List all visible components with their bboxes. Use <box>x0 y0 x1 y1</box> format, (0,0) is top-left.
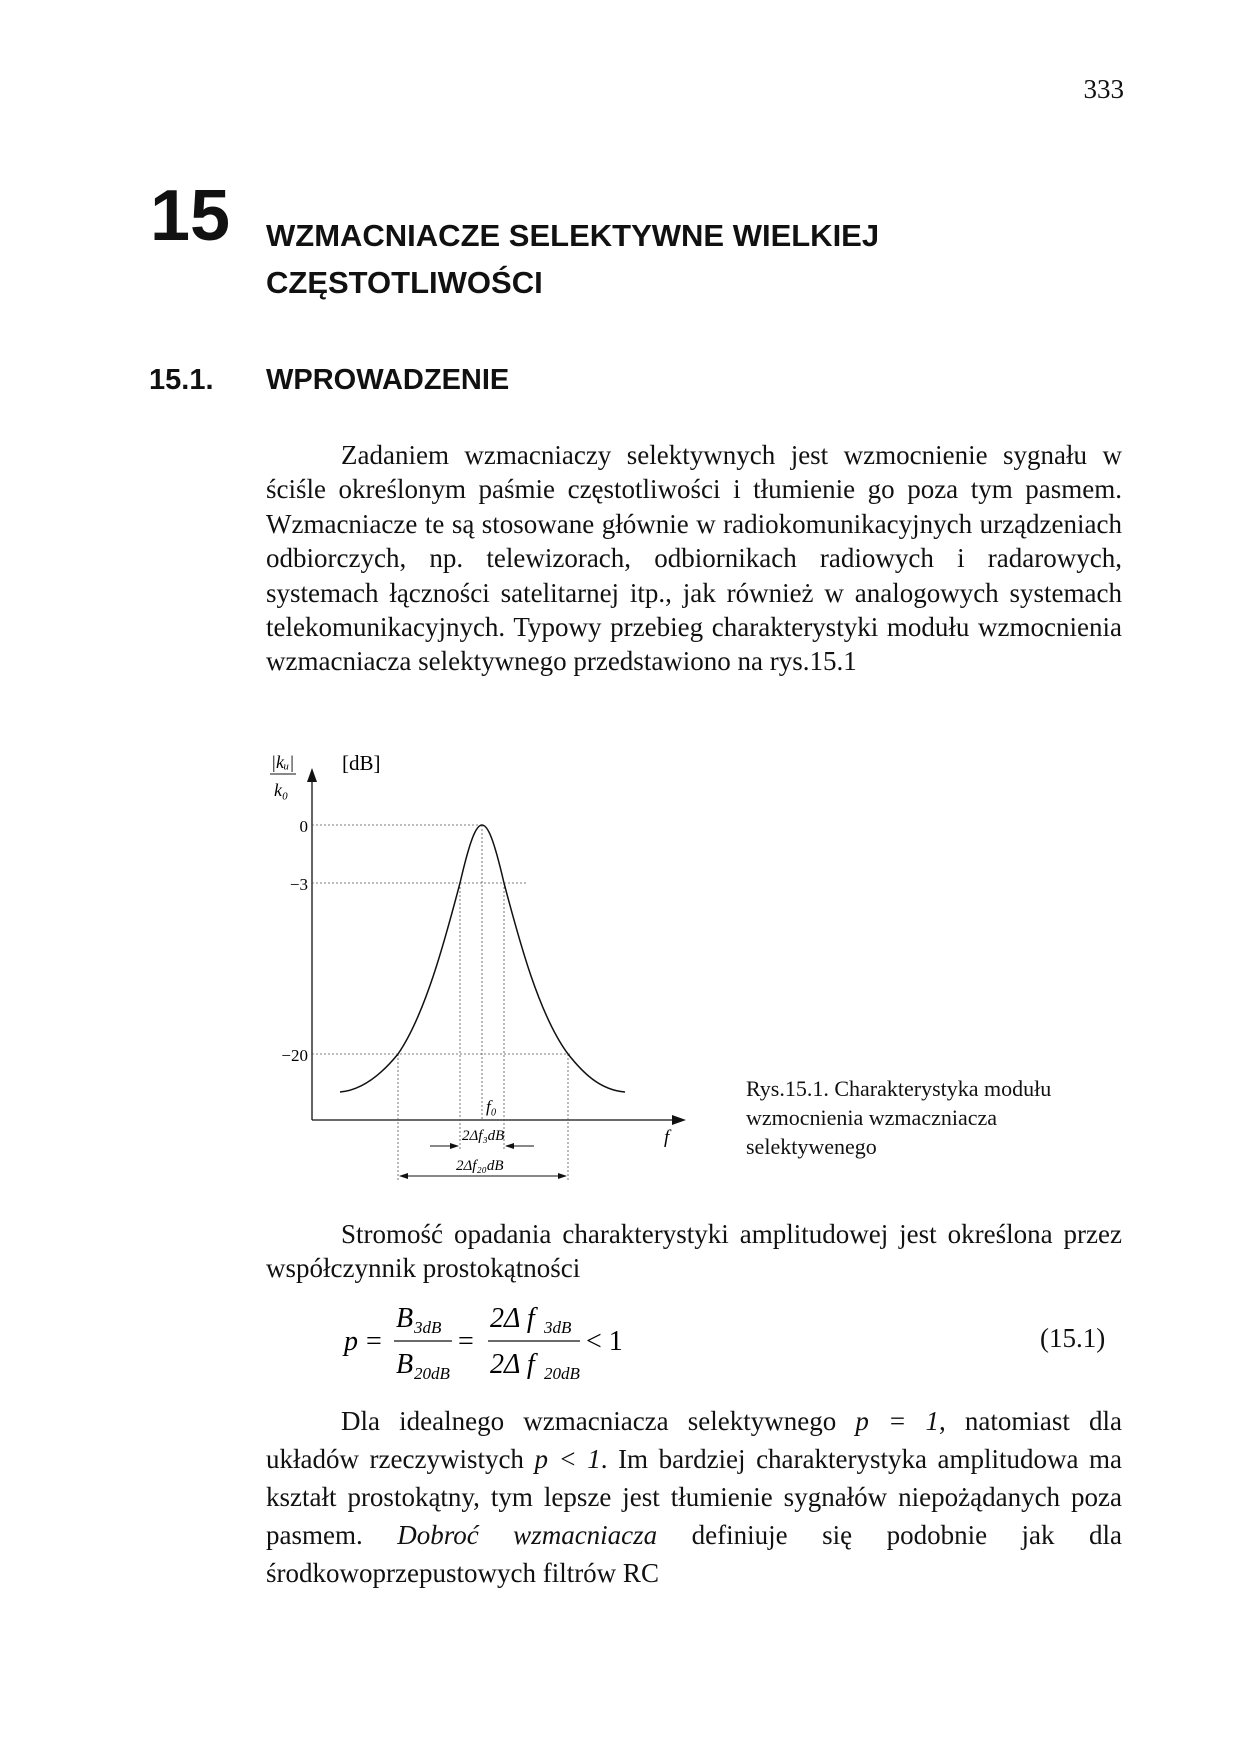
inline-eq-p-less-1: p < 1 <box>534 1444 601 1474</box>
formula-equals-2: = <box>458 1326 474 1357</box>
y-unit-label: [dB] <box>342 751 381 775</box>
tick-minus3: −3 <box>289 875 308 894</box>
formula-den1-sub: 20dB <box>414 1364 450 1383</box>
formula-num2: 2Δ f <box>490 1303 535 1334</box>
x-axis-label: f <box>664 1127 670 1148</box>
chapter-number: 15 <box>150 176 231 256</box>
term-dobroc-wzmacniacza: Dobroć wzmacniacza <box>397 1520 658 1550</box>
bw3-label: 2Δf₃dB <box>462 1128 505 1144</box>
tick-0: 0 <box>299 817 308 836</box>
paragraph-ideal <box>266 1402 1122 1592</box>
page-number: 333 <box>1083 74 1124 104</box>
tick-minus20: −20 <box>281 1046 308 1065</box>
paragraph-ideal-part1: Dla idealnego wzmacniacza selektywnego <box>341 1406 856 1436</box>
inline-eq-p-equals-1: p = 1 <box>855 1406 939 1436</box>
paragraph-steepness: Stromość opadania charakterystyki amplitudowej jest określona przez współczynnik prostokątności <box>266 1219 1122 1284</box>
paragraph-ideal-part3: . Im bardziej charakterystyka amplitudowa ma kształt prostokątny, tym lepsze jest tłumienie sygnałów niepożądanych poza pasmem. <box>266 1444 1123 1550</box>
bw20-label: 2Δf₂₀dB <box>456 1158 504 1174</box>
formula-equals-1: = <box>366 1326 382 1357</box>
chapter-title-line2: CZĘSTOTLIWOŚCI <box>266 265 543 300</box>
formula-lhs: p <box>344 1326 358 1357</box>
paragraph-ideal-part2: , natomiast dla układów rzeczywistych <box>266 1406 1122 1474</box>
figure-gain-characteristic <box>260 740 720 1190</box>
x-axis-arrow <box>672 1115 686 1125</box>
figure-caption: Rys.15.1. Charakterystyka modułu wzmocnienia wzmaczniacza selektywenego <box>746 1076 1052 1159</box>
bw3-arrowhead-left <box>450 1143 459 1149</box>
formula-rhs: < 1 <box>586 1326 623 1357</box>
chapter-title <box>266 212 1086 306</box>
formula-num2-sub: 3dB <box>544 1318 572 1337</box>
bw3-arrowhead-right <box>505 1143 514 1149</box>
formula-den1: B <box>396 1349 414 1380</box>
y-label-denominator: k₀ <box>274 780 289 800</box>
bw20-arrowhead-left <box>399 1173 408 1179</box>
formula-num1: B <box>396 1303 414 1334</box>
formula-den2: 2Δ f <box>490 1349 535 1380</box>
y-label-numerator: |kᵤ| <box>271 752 295 772</box>
formula-num1-sub: 3dB <box>414 1318 442 1337</box>
formula-den2-sub: 20dB <box>544 1364 580 1383</box>
section-title: WPROWADZENIE <box>266 364 510 396</box>
f0-label: f₀ <box>486 1097 497 1116</box>
formula-15-1 <box>340 1297 680 1383</box>
y-axis-arrow <box>307 768 317 782</box>
equation-number: (15.1) <box>1040 1323 1106 1353</box>
paragraph-intro: Zadaniem wzmacniaczy selektywnych jest wzmocnienie sygnału w ściśle określonym paśmie częstotliwości i tłumienie go poza tym pasmem. Wzmacniacze te są stosowane głównie w radiokomunikacyjnych urządzeniach odbiorczych, np. telewizorach, odbiornikach radiowych i radarowych, systemach łączności satelitarnej itp., jak również w analogowych systemach telekomunikacyjnych. Typowy przebieg charakterystyki modułu wzmocnienia wzmacniacza selektywnego przedstawiono na rys.15.1 <box>266 440 1122 677</box>
chapter-title-line1: WZMACNIACZE SELEKTYWNE WIELKIEJ <box>266 218 880 253</box>
gain-curve <box>340 825 625 1092</box>
bw20-arrowhead-right <box>558 1173 567 1179</box>
paragraph-ideal-part4: definiuje się podobnie jak dla środkowoprzepustowych filtrów RC <box>266 1520 1122 1588</box>
section-number: 15.1. <box>149 364 214 396</box>
